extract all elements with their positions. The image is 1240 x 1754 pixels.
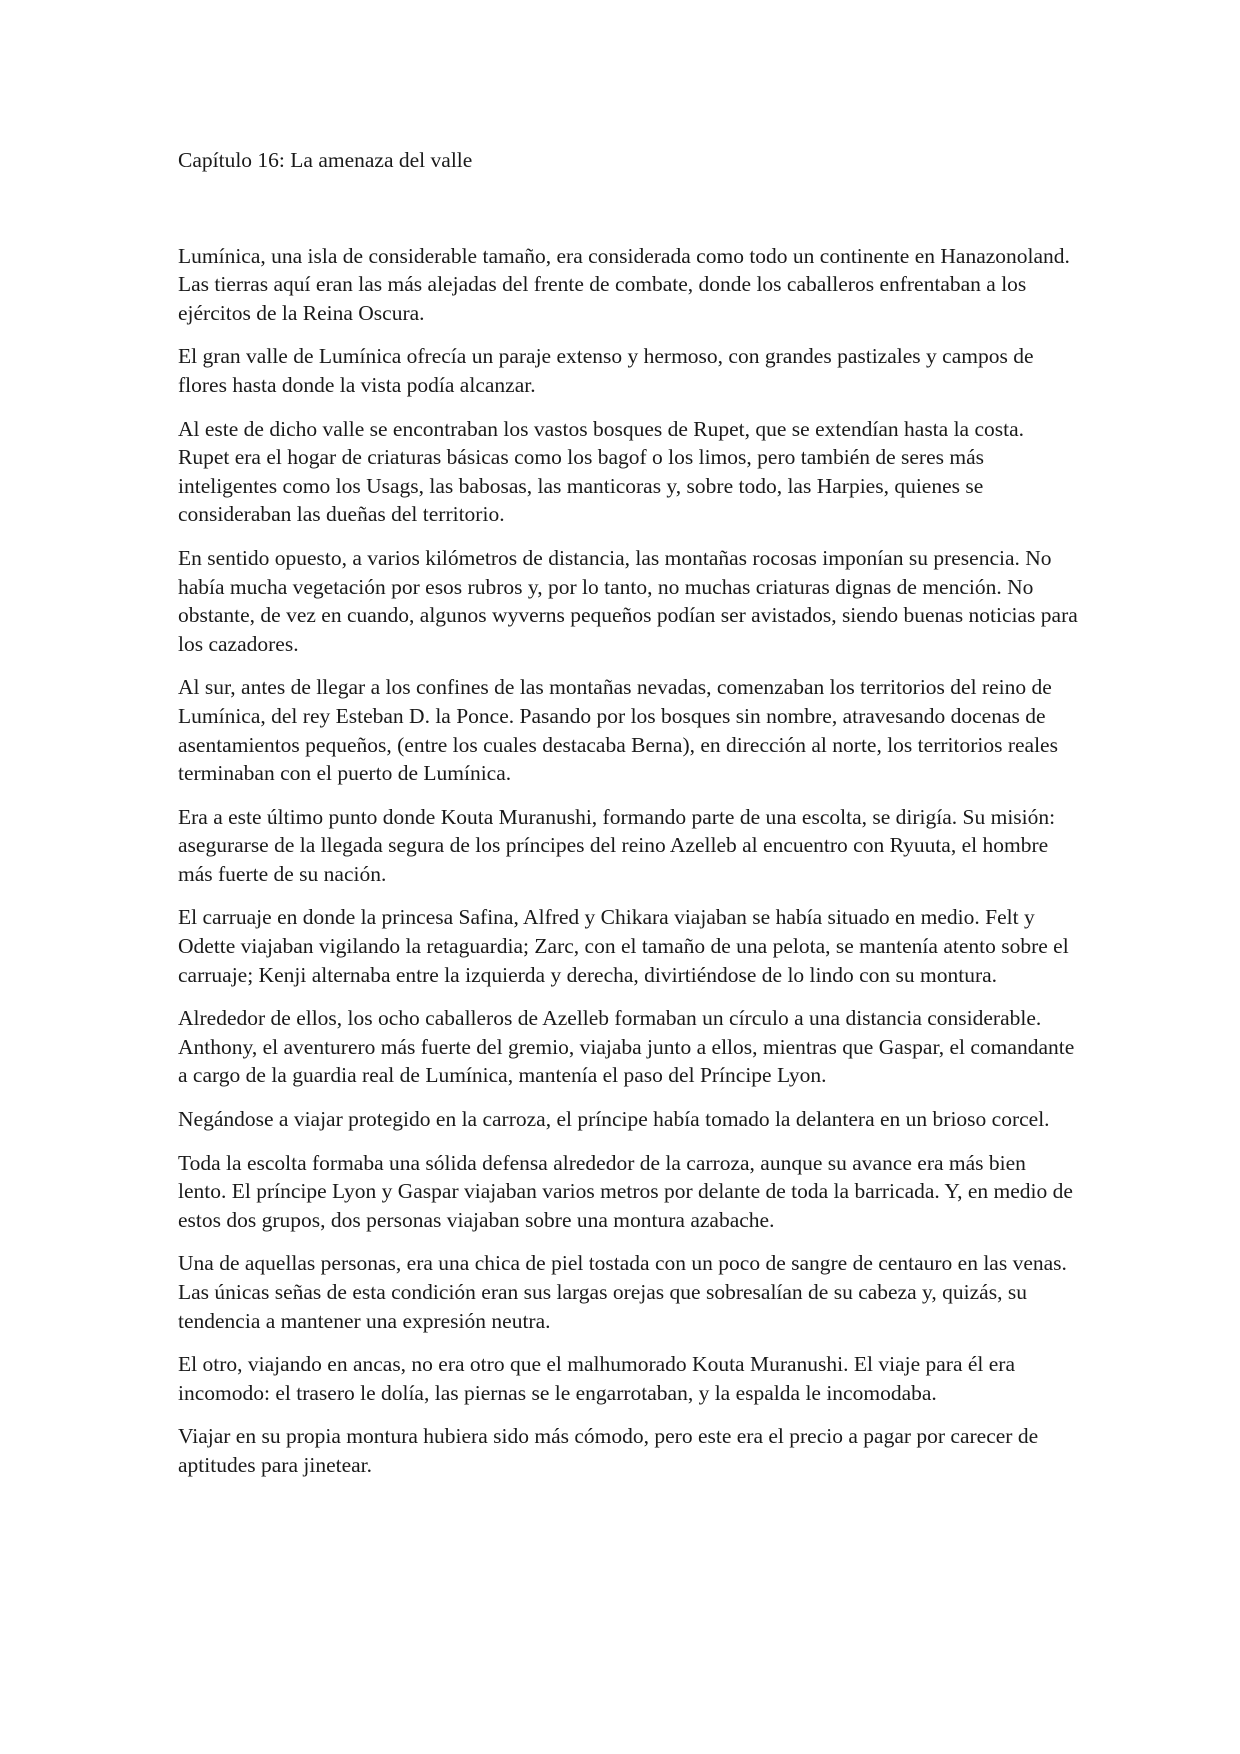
paragraph-3: Al este de dicho valle se encontraban los vastos bosques de Rupet, que se extendían hasta la costa. Rupet era el hogar de criaturas básicas como los bagof o los limos, pero también de seres más inteligentes como los Usags, las babosas, las manticoras y, sobre todo, las Harpies, quienes se consideraban las dueñas del territorio.: [178, 416, 1025, 527]
paragraph-4: En sentido opuesto, a varios kilómetros de distancia, las montañas rocosas imponían su presencia. No había mucha vegetación por esos rubros y, por lo tanto, no muchas criaturas dignas de mención. No obstante, de vez en cuando, algunos wyverns pequeños podían ser avistados, siendo buenas noticias para los cazadores.: [178, 545, 1078, 656]
paragraph-12: El otro, viajando en ancas, no era otro que el malhumorado Kouta Muranushi. El viaje para él era incomodo: el trasero le dolía, las piernas se le engarrotaban, y la espalda le incomodaba.: [178, 1352, 1016, 1405]
paragraph-10: Toda la escolta formaba una sólida defensa alrededor de la carroza, aunque su avance era más bien lento. El príncipe Lyon y Gaspar viajaban varios metros por delante de toda la barricada. Y, en medio de estos dos grupos, dos personas viajaban sobre una montura azabache.: [178, 1150, 1073, 1232]
paragraph-7: El carruaje en donde la princesa Safina, Alfred y Chikara viajaban se había situado en medio. Felt y Odette viajaban vigilando la retaguardia; Zarc, con el tamaño de una pelota, se mantenía atento sobre el carruaje; Kenji alternaba entre la izquierda y derecha, divirtiéndose de lo lindo con su montura.: [178, 905, 1069, 987]
document-body: [178, 146, 1078, 1495]
paragraph-8: Alrededor de ellos, los ocho caballeros de Azelleb formaban un círculo a una distancia considerable. Anthony, el aventurero más fuerte del gremio, viajaba junto a ellos, mientras que Gaspar, el comandante a cargo de la guardia real de Lumínica, mantenía el paso del Príncipe Lyon.: [178, 1006, 1075, 1088]
paragraph-2: El gran valle de Lumínica ofrecía un paraje extenso y hermoso, con grandes pastizales y campos de flores hasta donde la vista podía alcanzar.: [178, 344, 1034, 397]
paragraph-11: Una de aquellas personas, era una chica de piel tostada con un poco de sangre de centauro en las venas. Las únicas señas de esta condición eran sus largas orejas que sobresalían de su cabeza y, quizás, su tendencia a mantener una expresión neutra.: [178, 1251, 1067, 1333]
paragraph-6: Era a este último punto donde Kouta Muranushi, formando parte de una escolta, se dirigía. Su misión: asegurarse de la llegada segura de los príncipes del reino Azelleb al encuentro con Ryuuta, el hombre más fuerte de su nación.: [178, 804, 1056, 886]
paragraph-1: Lumínica, una isla de considerable tamaño, era considerada como todo un continente en Hanazonoland. Las tierras aquí eran las más alejadas del frente de combate, donde los caballeros enfrentaban a los ejércitos de la Reina Oscura.: [178, 243, 1070, 325]
paragraph-9: Negándose a viajar protegido en la carroza, el príncipe había tomado la delantera en un brioso corcel.: [178, 1107, 1050, 1132]
chapter-title: Capítulo 16: La amenaza del valle: [178, 148, 473, 172]
paragraph-13: Viajar en su propia montura hubiera sido más cómodo, pero este era el precio a pagar por carecer de aptitudes para jinetear.: [178, 1424, 1039, 1477]
paragraph-5: Al sur, antes de llegar a los confines de las montañas nevadas, comenzaban los territorios del reino de Lumínica, del rey Esteban D. la Ponce. Pasando por los bosques sin nombre, atravesando docenas de asentamientos pequeños, (entre los cuales destacaba Berna), en dirección al norte, los territorios reales terminaban con el puerto de Lumínica.: [178, 675, 1058, 786]
